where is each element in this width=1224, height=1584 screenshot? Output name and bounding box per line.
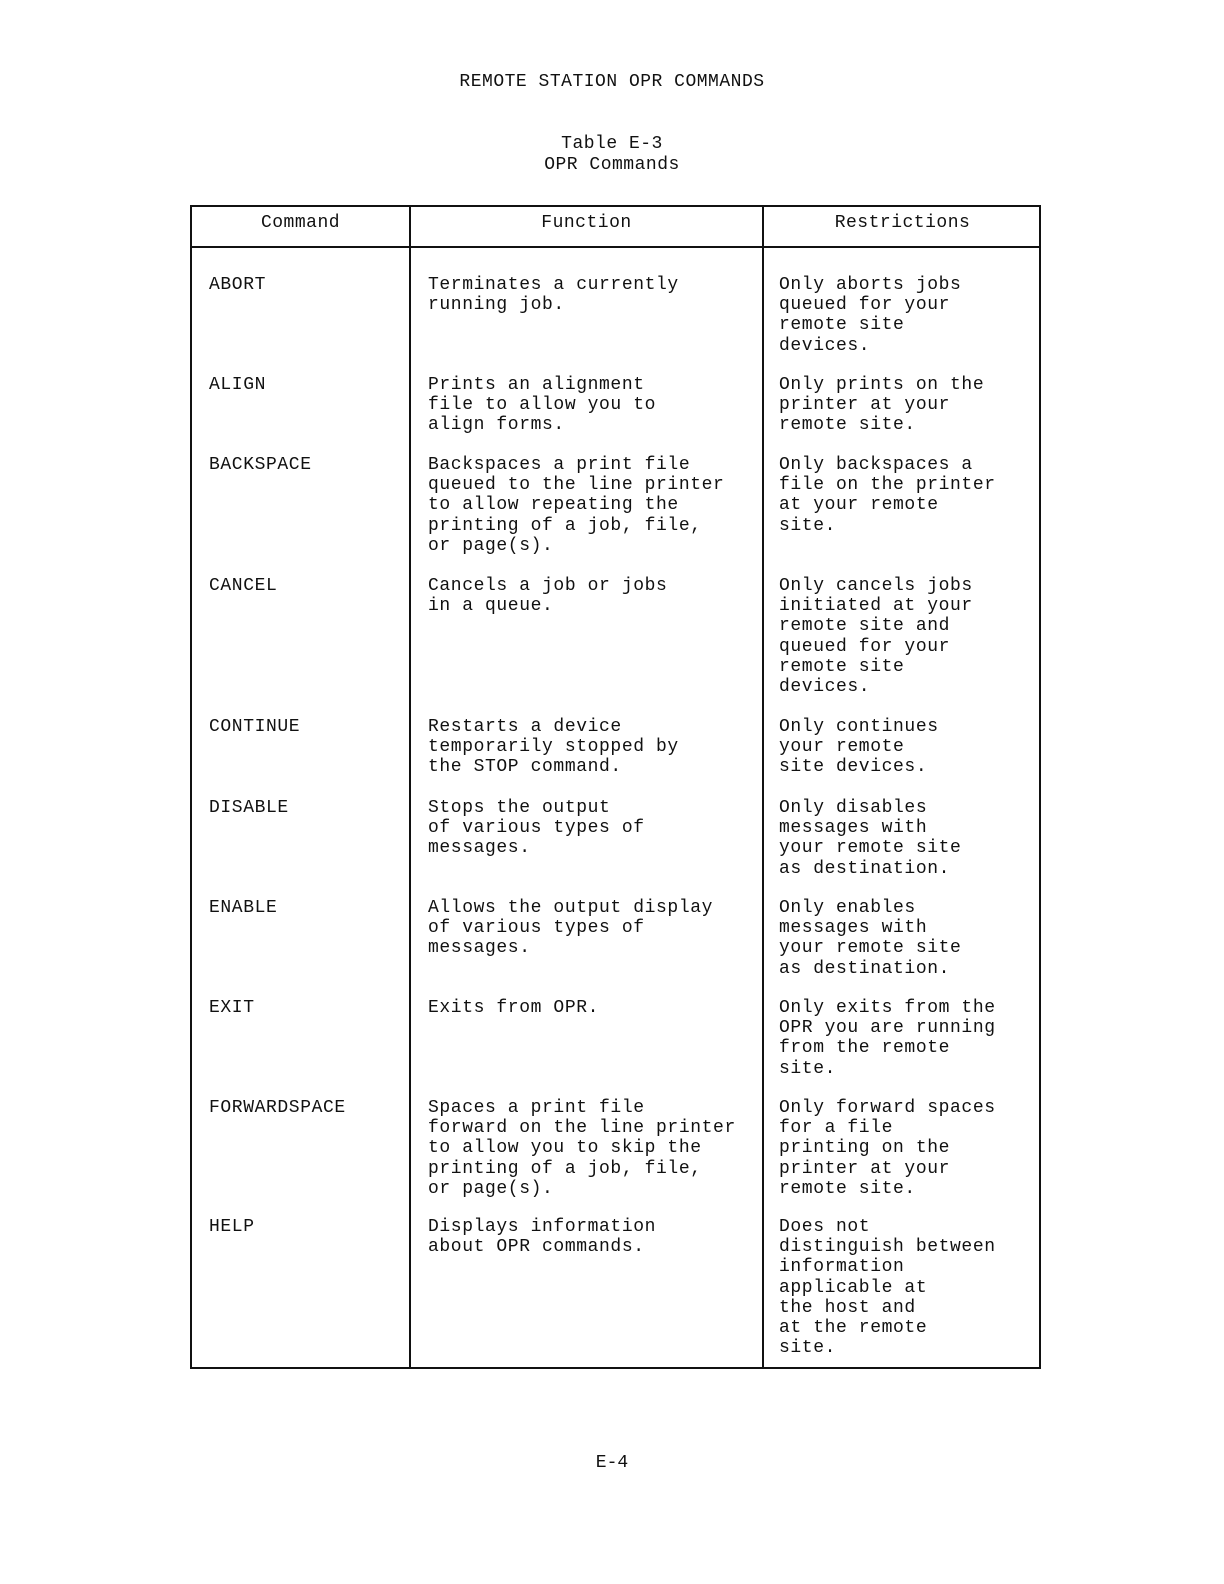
restrictions-cell: Does not distinguish between information applicable at the host and at the remote site. (779, 1217, 996, 1359)
command-cell: BACKSPACE (209, 455, 312, 475)
table-caption (0, 134, 1224, 176)
restrictions-cell: Only aborts jobs queued for your remote site devices. (779, 275, 962, 356)
command-cell: EXIT (209, 998, 255, 1018)
command-cell: ALIGN (209, 375, 267, 395)
function-cell: Cancels a job or jobs in a queue. (428, 576, 668, 617)
function-cell: Prints an alignment file to allow you to align forms. (428, 375, 657, 436)
function-cell: Exits from OPR. (428, 998, 600, 1018)
command-cell: ENABLE (209, 898, 278, 918)
command-cell: FORWARDSPACE (209, 1098, 346, 1118)
restrictions-cell: Only disables messages with your remote site as destination. (779, 798, 962, 879)
command-cell: CANCEL (209, 576, 278, 596)
command-cell: HELP (209, 1217, 255, 1237)
column-header-command: Command (260, 213, 341, 233)
column-divider (409, 207, 411, 1367)
function-cell: Terminates a currently running job. (428, 275, 679, 316)
function-cell: Restarts a device temporarily stopped by the STOP command. (428, 717, 679, 778)
function-cell: Backspaces a print file queued to the line printer to allow repeating the printing of a job, file, or page(s). (428, 455, 725, 556)
restrictions-cell: Only forward spaces for a file printing on the printer at your remote site. (779, 1098, 996, 1199)
commands-table (190, 205, 1041, 1369)
page-number: E-4 (595, 1453, 629, 1473)
column-header-restrictions: Restrictions (834, 213, 971, 233)
restrictions-cell: Only prints on the printer at your remote site. (779, 375, 985, 436)
page-header: REMOTE STATION OPR COMMANDS (459, 72, 765, 92)
restrictions-cell: Only backspaces a file on the printer at your remote site. (779, 455, 996, 536)
function-cell: Allows the output display of various types of messages. (428, 898, 714, 959)
function-cell: Spaces a print file forward on the line printer to allow you to skip the printing of a job, file, or page(s). (428, 1098, 736, 1199)
table-number: Table E-3 (561, 134, 663, 154)
restrictions-cell: Only enables messages with your remote site as destination. (779, 898, 962, 979)
function-cell: Displays information about OPR commands. (428, 1217, 657, 1258)
command-cell: DISABLE (209, 798, 289, 818)
header-divider (192, 246, 1039, 248)
restrictions-cell: Only cancels jobs initiated at your remote site and queued for your remote site devices. (779, 576, 973, 698)
command-cell: CONTINUE (209, 717, 301, 737)
function-cell: Stops the output of various types of messages. (428, 798, 645, 859)
restrictions-cell: Only exits from the OPR you are running from the remote site. (779, 998, 996, 1079)
column-header-function: Function (541, 213, 632, 233)
command-cell: ABORT (209, 275, 267, 295)
column-divider (762, 207, 764, 1367)
table-title: OPR Commands (544, 155, 680, 175)
restrictions-cell: Only continues your remote site devices. (779, 717, 939, 778)
